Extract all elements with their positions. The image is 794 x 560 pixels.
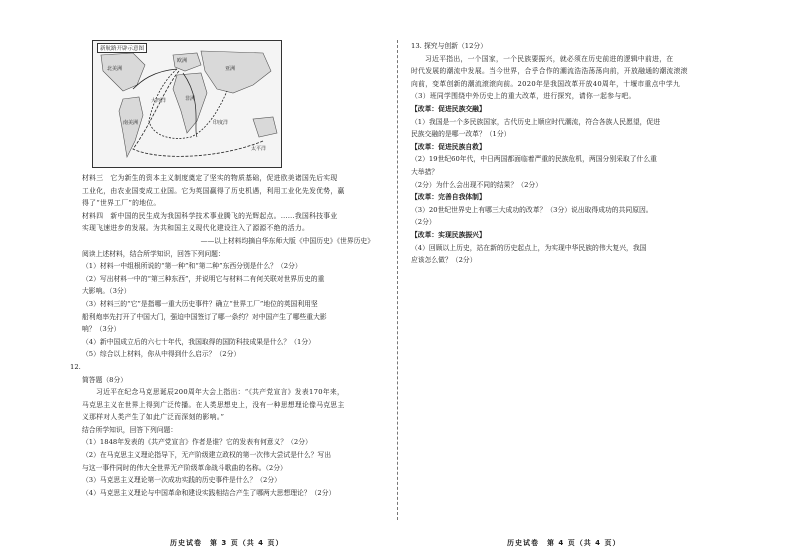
- question-4: （4）新中国成立后的六七十年代，我国取得的国防科技成果是什么？（1分）: [82, 337, 315, 346]
- q12-question-3: （3）马克思主义理论第一次成功实践的历史事件是什么？（2分）: [82, 476, 281, 485]
- section-question: （2分）为什么会出现不同的结果？（2分）: [411, 180, 542, 189]
- section-tag: 【改革：实现民族振兴】: [411, 230, 486, 239]
- map-label: 南美洲: [123, 120, 139, 126]
- section-tag: 【改革：促进民族自救】: [411, 142, 486, 151]
- question-3-cont: 船利炮率先打开了中国大门，强迫中国签订了哪一条约？对中国产生了哪些重大影: [82, 312, 327, 321]
- q12-quote-line: 习近平在纪念马克思诞辰200周年大会上指出：“《共产党宣言》发表170年来，: [96, 388, 345, 397]
- page-footer: 历史试卷 第 4 页（共 4 页）: [507, 539, 621, 547]
- map-label: 北美洲: [107, 66, 123, 72]
- q13-intro-line: 向前，变革创新的潮流滚滚向前。2020年是我国改革开放40周年，十堰市重点中学九: [411, 79, 681, 88]
- section-question: （3）20世纪世界史上有哪三大成功的改革？（3分）说出取得成功的共同原因。: [411, 205, 653, 214]
- map-label: 欧洲: [177, 58, 188, 64]
- q12-quote-line: 义那样对人类产生了如此广泛而深刻的影响。”: [82, 413, 225, 422]
- map-title: 新航路开辟示意图: [97, 43, 147, 53]
- material-3-line: 得了“世界工厂”的地位。: [82, 199, 161, 208]
- material-4-line: 实现飞速进步的发展。为共和国主义现代化建设注入了源源不绝的活力。: [82, 224, 310, 233]
- map-label: 亚洲: [225, 66, 236, 72]
- section-question: 民族交融的是哪一改革？（1分）: [411, 130, 511, 139]
- map-label: 印度洋: [213, 120, 229, 126]
- section-question: 应该怎么做？（2分）: [411, 256, 477, 265]
- q13-intro-line: 习近平指出，一个国家，一个民族要振兴，就必须在历史前进的逻辑中前进，在: [425, 54, 674, 63]
- section-question: （1）我国是一个多民族国家，古代历史上顺应时代潮流，符合各族人民愿望，促进: [411, 117, 661, 126]
- q12-quote-line: 马克思主义在世界上得到广泛传播。在人类思想史上，没有一种思想理论像马克思主: [82, 400, 345, 409]
- voyage-route-map: [92, 40, 282, 168]
- question-1: （1）材料一中组根所说的“第一种”和“第二种”东西分别是什么？（2分）: [82, 262, 302, 271]
- question-12-number: 12.: [70, 362, 81, 371]
- section-tag: 【改革：促进民族交融】: [411, 104, 486, 113]
- material-4-line: 材料四 新中国的民生成为我国科学技术事业腾飞的光辉起点。……我国科技事业: [82, 211, 338, 220]
- material-3-line: 工业化，由农业国变成工业国。它为英国赢得了历史机遇，利用工业化先发优势，赢: [82, 186, 345, 195]
- q13-intro-line: 时代发展的潮流中发展。当今世界，合乎合作的潮流浩浩荡荡向前，开放融通的潮流滚滚: [411, 67, 688, 76]
- material-source: ——以上材料均摘自华东师大版《中国历史》《世界历史》: [200, 236, 374, 245]
- section-question: （2分）: [411, 218, 436, 227]
- page-4: [397, 0, 794, 560]
- q12-instruction: 结合所学知识，回答下列问题：: [82, 425, 178, 434]
- section-question: 大举措？: [411, 167, 439, 176]
- section-question: （4）回顾以上历史，站在新的历史起点上，为实现中华民族的伟大复兴，我国: [411, 243, 647, 252]
- map-label: 大西洋: [151, 98, 167, 104]
- page-footer: 历史试卷 第 3 页（共 4 页）: [170, 539, 284, 547]
- question-2: （2）写出材料一中的“第三种东西”，并说明它与材料二有何关联对世界历史的重: [82, 274, 325, 283]
- question-3-cont: 响？（3分）: [82, 325, 121, 334]
- section-question: （2）19世纪60年代，中日两国都面临着严重的民族危机，两国分别采取了什么重: [411, 155, 657, 164]
- instruction: 阅读上述材料，结合所学知识，回答下列问题：: [82, 249, 225, 258]
- q12-question-1: （1）1848年发表的《共产党宣言》作者是谁？它的发表有何意义？（2分）: [82, 438, 312, 447]
- question-5: （5）综合以上材料，你从中得到什么启示？（2分）: [82, 350, 241, 359]
- map-label: 非洲: [185, 96, 196, 102]
- q13-intro-line: （3）班同学围绕中外历史上的重大改革，进行探究，请你一起参与吧。: [411, 92, 636, 101]
- q12-question-4: （4）马克思主义理论与中国革命和建设实践相结合产生了哪两大思想理论？（2分）: [82, 488, 336, 497]
- question-2-cont: 大影响。（3分）: [82, 287, 131, 296]
- q12-question-2: （2）在马克思主义理论指导下，无产阶级建立政权的第一次伟大尝试是什么？写出: [82, 451, 332, 460]
- material-3-line: 材料三 它为新生的资本主义制度奠定了坚实的物质基础，促进欧美诸国先后实现: [82, 174, 338, 182]
- right-column: [411, 40, 716, 267]
- section-tag: 【改革：完善自我体制】: [411, 193, 486, 202]
- map-label: 太平洋: [251, 146, 267, 152]
- q12-question-2-cont: 与这一事件同时的伟大全世界无产阶级革命战斗歌曲的名称。（2分）: [82, 463, 287, 472]
- left-column: [70, 40, 382, 499]
- question-13-title: 13. 探究与创新（12分）: [411, 42, 487, 50]
- question-3: （3）材料三的“它”是指哪一重大历史事件？确立“世界工厂”地位的英国利用坚: [82, 299, 318, 308]
- question-12-title: 简答题（8分）: [82, 375, 128, 384]
